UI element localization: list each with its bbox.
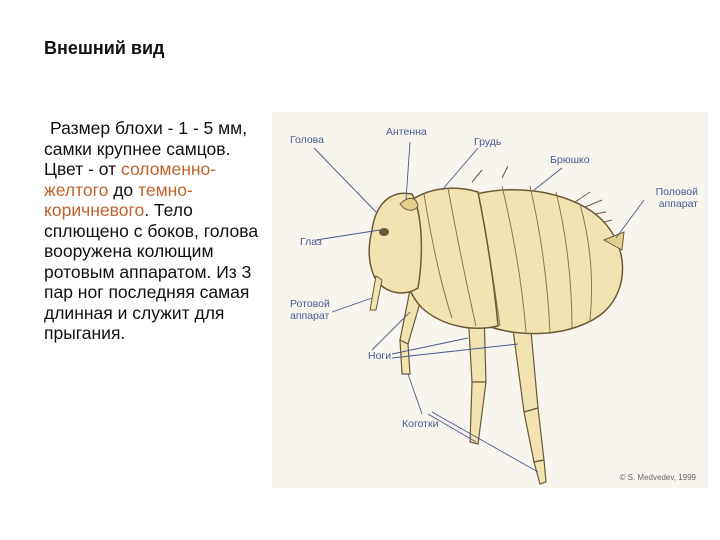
label-legs: Ноги [368, 350, 392, 362]
description-part-3: . Тело сплющено с боков, голова вооружена колющим ротовым аппаратом. Из 3 пар ног последняя самая длинная и служит для прыгания. [44, 200, 259, 343]
label-mouth-line-1: Ротовой [290, 298, 330, 310]
flea-diagram [272, 112, 708, 488]
eye-dot [379, 228, 389, 236]
label-genital-apparatus [638, 186, 698, 210]
description-part-1: Размер блохи - 1 - 5 мм, самки крупнее самцов. Цвет - от [44, 118, 248, 179]
flea-illustration [272, 112, 708, 488]
label-mouth-apparatus [290, 298, 330, 322]
slide-title: Внешний вид [44, 38, 165, 58]
label-head: Голова [290, 134, 324, 146]
color-straw-yellow: соломенно-желтого [44, 159, 217, 200]
label-claws: Коготки [402, 418, 439, 430]
label-eye: Глаз [300, 236, 322, 248]
label-genital-line-2: аппарат [658, 198, 698, 210]
label-abdomen: Брюшко [550, 154, 590, 166]
label-antenna: Антенна [386, 126, 427, 138]
label-mouth-line-2: аппарат [290, 310, 330, 322]
label-thorax: Грудь [474, 136, 502, 148]
copyright-note: © S. Medvedev, 1999 [619, 473, 696, 482]
description-part-2: до [108, 179, 139, 200]
color-dark-brown: темно-коричневого [44, 179, 193, 220]
mouthparts-shape [370, 276, 382, 310]
description-text [44, 118, 270, 344]
label-genital-line-1: Половой [655, 186, 698, 198]
